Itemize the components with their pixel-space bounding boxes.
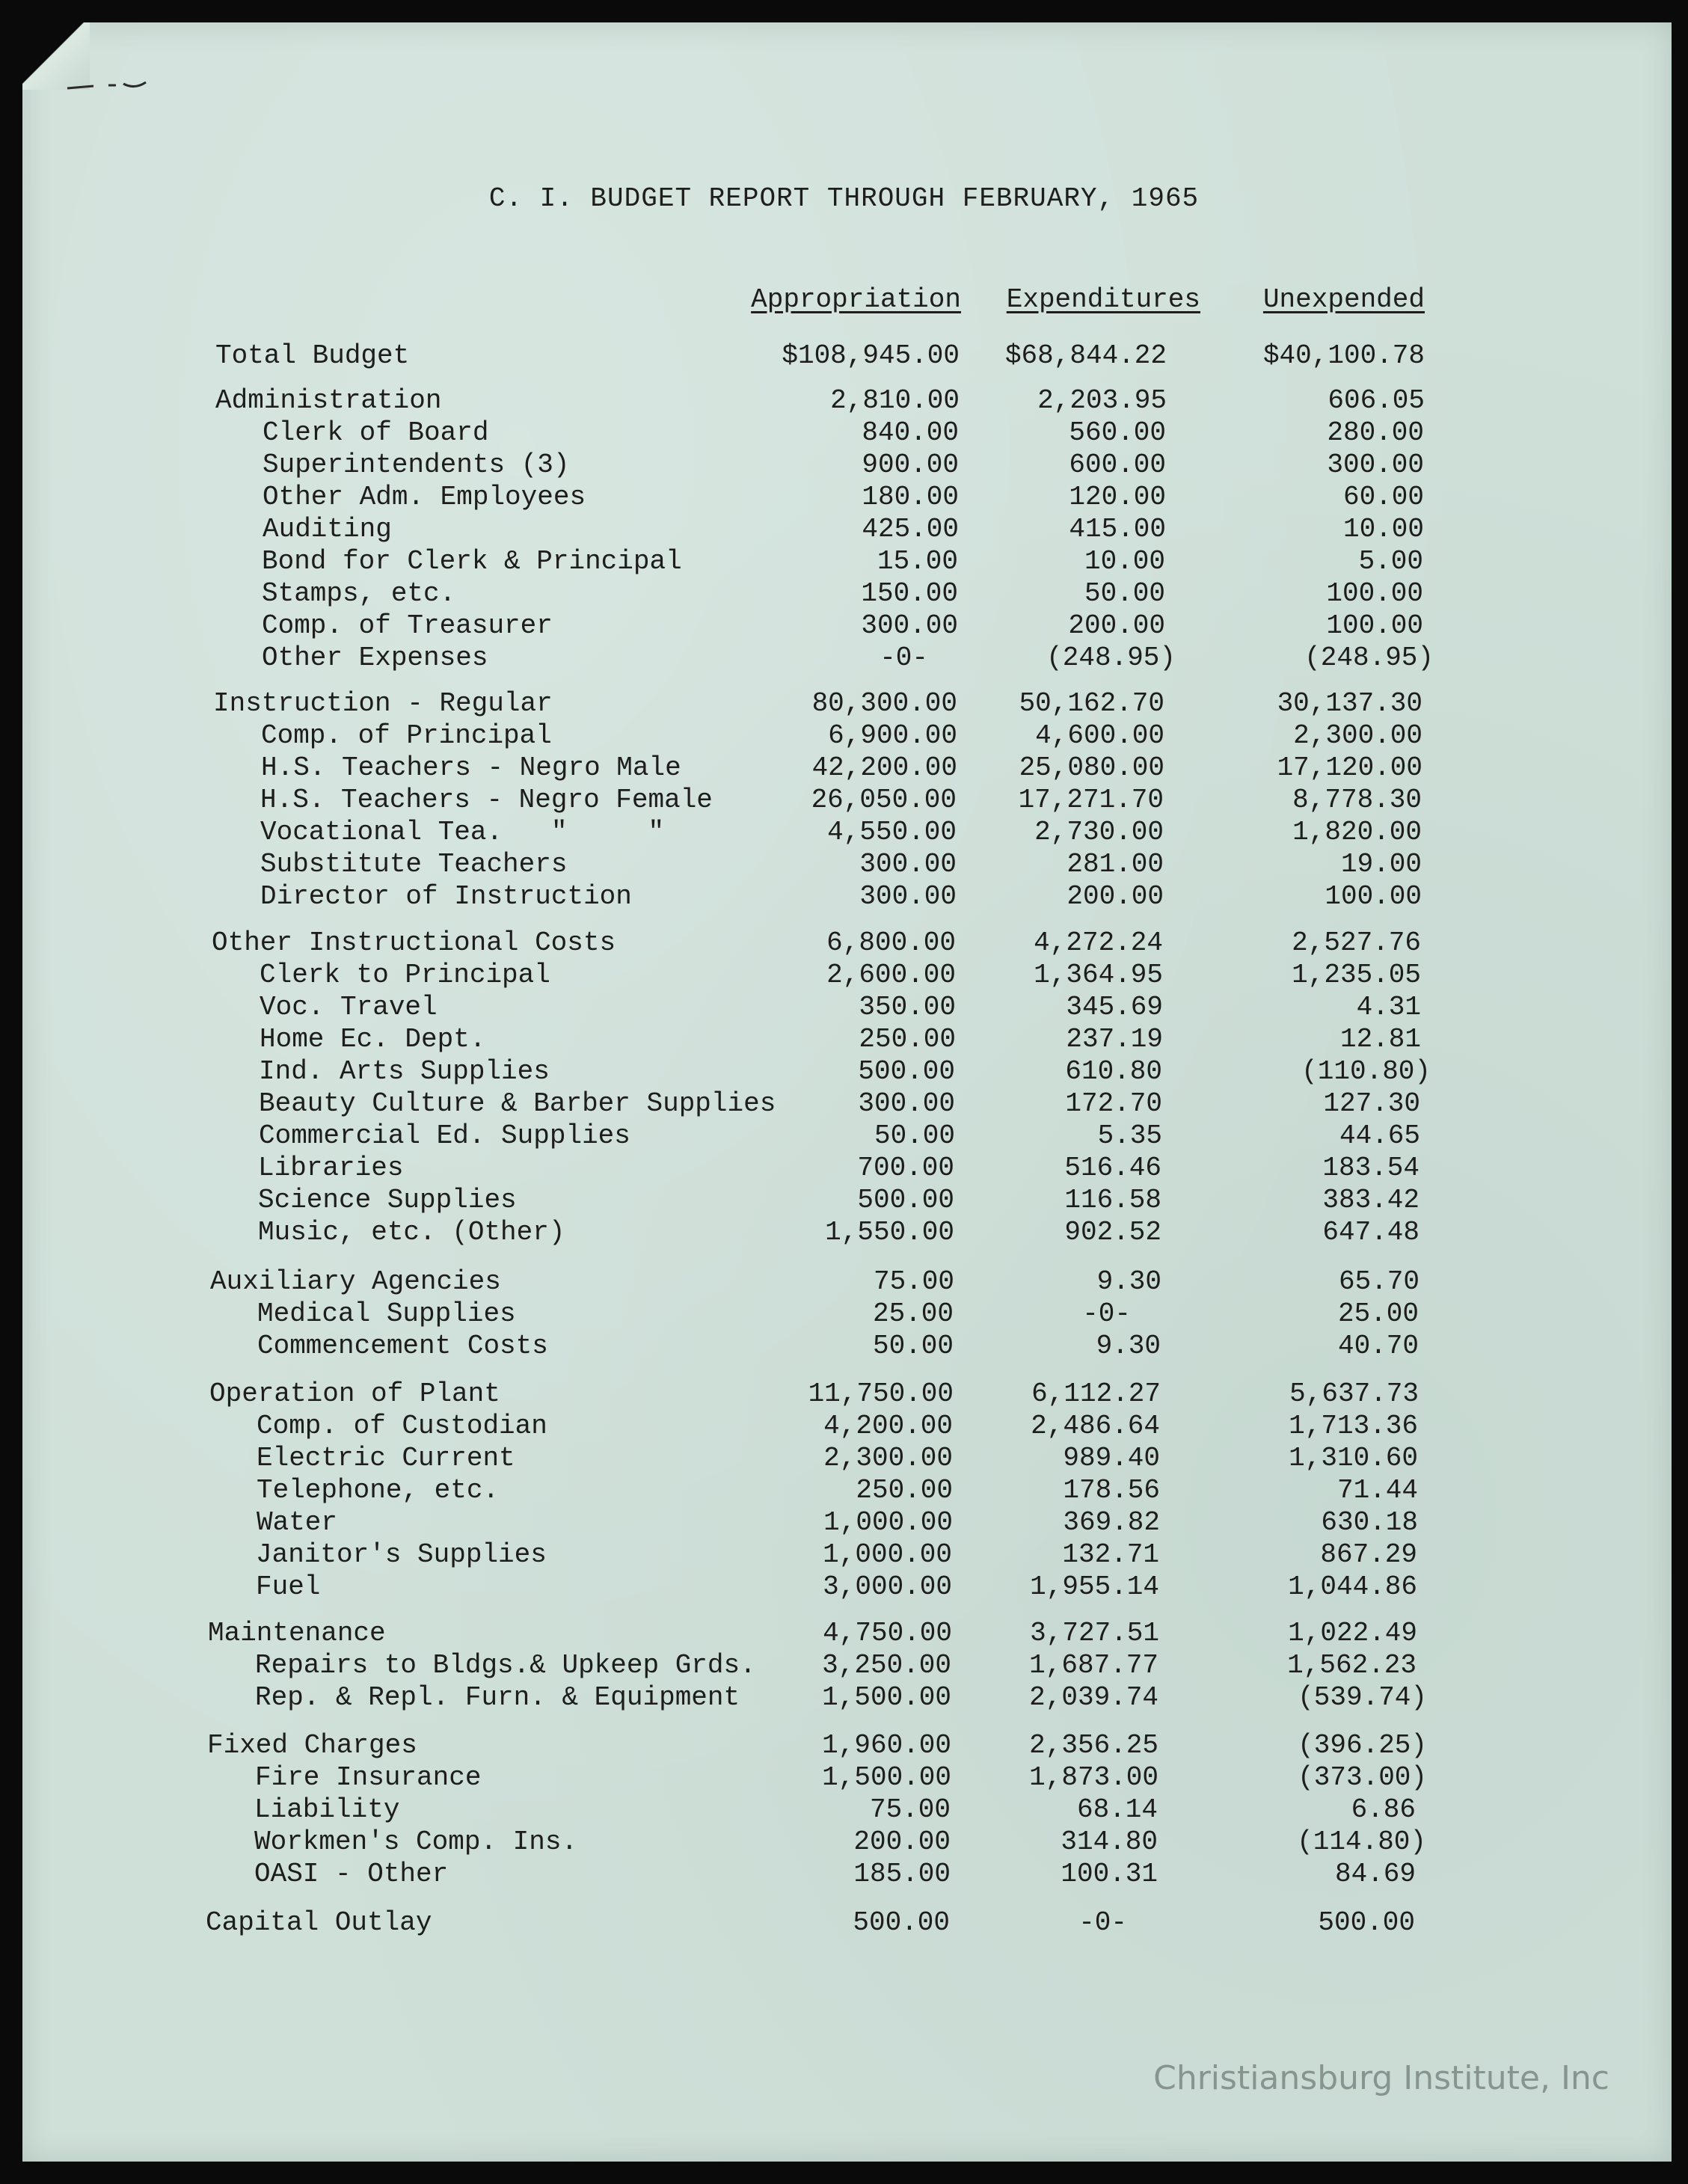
row-label: Janitor's Supplies [256, 1539, 547, 1570]
line-item-row [0, 1056, 1688, 1089]
appropriation-cell: 250.00 [856, 1475, 953, 1506]
row-label: Stamps, etc. [262, 578, 456, 609]
row-label: Substitute Teachers [260, 849, 568, 880]
row-label: Workmen's Comp. Ins. [254, 1826, 578, 1857]
appropriation-cell: 2,600.00 [826, 960, 956, 990]
unexpended-cell: 40.70 [1337, 1331, 1419, 1361]
appropriation-cell: 1,500.00 [822, 1682, 951, 1713]
row-label: Science Supplies [258, 1185, 517, 1215]
line-item-row [0, 450, 1688, 482]
expenditures-cell: (248.95) [1046, 642, 1176, 673]
appropriation-cell: 42,200.00 [811, 752, 957, 783]
row-label: OASI - Other [254, 1859, 449, 1889]
row-label: Capital Outlay [206, 1907, 432, 1938]
expenditures-cell: 200.00 [1066, 881, 1164, 912]
line-item-row [0, 546, 1688, 579]
appropriation-cell: 250.00 [859, 1024, 956, 1055]
unexpended-cell: 5,637.73 [1289, 1378, 1419, 1409]
unexpended-cell: 1,310.60 [1289, 1443, 1418, 1473]
expenditures-cell: 9.30 [1096, 1266, 1161, 1297]
expenditures-cell: 68.14 [1076, 1794, 1158, 1825]
line-item-row [0, 817, 1688, 850]
appropriation-cell: 75.00 [869, 1794, 951, 1825]
expenditures-cell: 1,687.77 [1029, 1650, 1158, 1681]
appropriation-cell: 500.00 [857, 1185, 954, 1215]
appropriation-cell: 300.00 [859, 881, 957, 912]
appropriation-cell: 80,300.00 [811, 688, 957, 719]
unexpended-cell: (373.00) [1298, 1762, 1427, 1793]
unexpended-cell: 25.00 [1337, 1298, 1419, 1329]
row-label: Director of Instruction [260, 881, 632, 912]
unexpended-cell: 280.00 [1327, 417, 1424, 448]
appropriation-cell: 1,500.00 [822, 1762, 951, 1793]
expenditures-cell: 178.56 [1063, 1475, 1160, 1506]
line-item-row [0, 1859, 1688, 1892]
unexpended-cell: 84.69 [1334, 1859, 1416, 1889]
unexpended-cell: 8,778.30 [1292, 785, 1422, 815]
expenditures-cell: 1,955.14 [1030, 1571, 1159, 1602]
appropriation-cell: 900.00 [862, 450, 959, 480]
unexpended-cell: 2,300.00 [1293, 720, 1422, 751]
appropriation-cell: 840.00 [862, 417, 959, 448]
line-item-row [0, 1443, 1688, 1476]
expenditures-cell: 600.00 [1069, 450, 1166, 480]
expenditures-cell: 989.40 [1063, 1443, 1160, 1473]
row-label: Clerk of Board [263, 417, 489, 448]
unexpended-cell: 1,562.23 [1287, 1650, 1417, 1681]
expenditures-cell: $68,844.22 [1004, 340, 1167, 371]
unexpended-cell: 183.54 [1322, 1153, 1420, 1183]
appropriation-cell: -0- [880, 642, 928, 673]
expenditures-cell: 560.00 [1069, 417, 1166, 448]
appropriation-cell: 200.00 [853, 1826, 951, 1857]
unexpended-cell: (114.80) [1297, 1826, 1426, 1857]
appropriation-cell: 50.00 [872, 1331, 954, 1361]
row-label: Commercial Ed. Supplies [259, 1120, 630, 1151]
column-header-expenditures: Expenditures [1006, 284, 1200, 315]
row-label: Ind. Arts Supplies [259, 1056, 550, 1087]
appropriation-cell: 4,550.00 [827, 817, 957, 847]
expenditures-cell: 5.35 [1097, 1120, 1162, 1151]
appropriation-cell: 26,050.00 [811, 785, 957, 815]
expenditures-cell: 25,080.00 [1019, 752, 1164, 783]
row-label: Repairs to Bldgs.& Upkeep Grds. [255, 1650, 756, 1681]
expenditures-cell: 314.80 [1061, 1826, 1158, 1857]
line-item-row [0, 881, 1688, 914]
unexpended-cell: $40,100.78 [1262, 340, 1425, 371]
unexpended-cell: 867.29 [1320, 1539, 1417, 1570]
expenditures-cell: 516.46 [1064, 1153, 1161, 1183]
row-label: Maintenance [208, 1618, 386, 1648]
unexpended-cell: 647.48 [1322, 1217, 1420, 1248]
row-label: Comp. of Treasurer [262, 610, 553, 641]
unexpended-cell: 383.42 [1322, 1185, 1420, 1215]
category-row [0, 1266, 1688, 1299]
line-item-row [0, 1826, 1688, 1859]
row-label: Beauty Culture & Barber Supplies [259, 1088, 776, 1119]
appropriation-cell: 6,800.00 [826, 927, 956, 958]
line-item-row [0, 1507, 1688, 1540]
appropriation-cell: 150.00 [861, 578, 958, 609]
expenditures-cell: 17,271.70 [1018, 785, 1164, 815]
line-item-row [0, 785, 1688, 818]
row-label: Clerk to Principal [260, 960, 550, 990]
line-item-row [0, 417, 1688, 450]
row-label: Instruction - Regular [213, 688, 553, 719]
unexpended-cell: 1,044.86 [1288, 1571, 1417, 1602]
category-row [0, 927, 1688, 960]
row-label: Other Expenses [262, 642, 488, 673]
row-label: Fixed Charges [207, 1730, 417, 1761]
row-label: Operation of Plant [209, 1378, 500, 1409]
line-item-row [0, 578, 1688, 611]
expenditures-cell: 200.00 [1068, 610, 1165, 641]
appropriation-cell: 2,810.00 [830, 385, 960, 416]
expenditures-cell: -0- [1082, 1298, 1131, 1329]
line-item-row [0, 1794, 1688, 1827]
expenditures-cell: 2,203.95 [1037, 385, 1167, 416]
column-header-appropriation: Appropriation [751, 284, 961, 315]
appropriation-cell: 500.00 [858, 1056, 955, 1087]
appropriation-cell: 1,960.00 [822, 1730, 951, 1761]
row-label: Voc. Travel [260, 992, 438, 1022]
row-label: Superintendents (3) [263, 450, 570, 480]
row-label: Administration [215, 385, 442, 416]
unexpended-cell: 12.81 [1339, 1024, 1421, 1055]
line-item-row [0, 992, 1688, 1025]
appropriation-cell: 11,750.00 [808, 1378, 954, 1409]
row-label: Total Budget [215, 340, 410, 371]
unexpended-cell: 100.00 [1326, 610, 1423, 641]
expenditures-cell: 100.31 [1061, 1859, 1158, 1889]
expenditures-cell: 2,730.00 [1034, 817, 1164, 847]
appropriation-cell: 185.00 [853, 1859, 951, 1889]
appropriation-cell: 4,200.00 [823, 1411, 953, 1441]
expenditures-cell: 369.82 [1063, 1507, 1160, 1538]
row-label: Auxiliary Agencies [210, 1266, 501, 1297]
report-title: C. I. BUDGET REPORT THROUGH FEBRUARY, 1965 [488, 183, 1200, 214]
row-label: Telephone, etc. [257, 1475, 500, 1506]
expenditures-cell: 345.69 [1066, 992, 1163, 1022]
expenditures-cell: 132.71 [1062, 1539, 1159, 1570]
row-label: Liability [254, 1794, 400, 1825]
expenditures-cell: 610.80 [1065, 1056, 1162, 1087]
line-item-row [0, 1682, 1688, 1715]
row-label: Fire Insurance [255, 1762, 482, 1793]
line-item-row [0, 1298, 1688, 1331]
column-header-unexpended: Unexpended [1262, 284, 1425, 315]
line-item-row [0, 482, 1688, 515]
unexpended-cell: 10.00 [1342, 514, 1424, 545]
expenditures-cell: 10.00 [1084, 546, 1165, 577]
line-item-row [0, 1185, 1688, 1218]
appropriation-cell: 300.00 [861, 610, 958, 641]
line-item-row [0, 1762, 1688, 1795]
unexpended-cell: 60.00 [1342, 482, 1424, 512]
expenditures-cell: 3,727.51 [1030, 1618, 1159, 1648]
unexpended-cell: 6.86 [1351, 1794, 1416, 1825]
unexpended-cell: 30,137.30 [1277, 688, 1422, 719]
unexpended-cell: 300.00 [1327, 450, 1424, 480]
unexpended-cell: 2,527.76 [1292, 927, 1421, 958]
row-label: Vocational Tea. " " [260, 817, 665, 847]
expenditures-cell: 4,272.24 [1034, 927, 1163, 958]
expenditures-cell: 1,873.00 [1029, 1762, 1158, 1793]
appropriation-cell: 1,550.00 [825, 1217, 954, 1248]
expenditures-cell: 6,112.27 [1031, 1378, 1161, 1409]
unexpended-cell: 630.18 [1321, 1507, 1418, 1538]
appropriation-cell: 3,000.00 [823, 1571, 952, 1602]
line-item-row [0, 1088, 1688, 1121]
appropriation-cell: 300.00 [858, 1088, 955, 1119]
appropriation-cell: 15.00 [877, 546, 958, 577]
row-label: Fuel [256, 1571, 321, 1602]
line-item-row [0, 610, 1688, 643]
expenditures-cell: 902.52 [1064, 1217, 1161, 1248]
category-row [0, 385, 1688, 418]
appropriation-cell: 50.00 [874, 1120, 955, 1151]
appropriation-cell: 3,250.00 [822, 1650, 951, 1681]
unexpended-cell: (110.80) [1301, 1056, 1431, 1087]
unexpended-cell: 44.65 [1339, 1120, 1420, 1151]
line-item-row [0, 642, 1688, 675]
expenditures-cell: 281.00 [1066, 849, 1164, 880]
expenditures-cell: 1,364.95 [1034, 960, 1163, 990]
unexpended-cell: 100.00 [1325, 881, 1422, 912]
row-label: Music, etc. (Other) [258, 1217, 565, 1248]
expenditures-cell: 237.19 [1066, 1024, 1163, 1055]
unexpended-cell: (248.95) [1304, 642, 1434, 673]
line-item-row [0, 1153, 1688, 1185]
unexpended-cell: 1,235.05 [1292, 960, 1421, 990]
unexpended-cell: 19.00 [1340, 849, 1422, 880]
line-item-row [0, 1024, 1688, 1057]
expenditures-cell: 50.00 [1084, 578, 1165, 609]
appropriation-cell: 500.00 [853, 1907, 950, 1938]
expenditures-cell: 50,162.70 [1019, 688, 1164, 719]
appropriation-cell: 700.00 [857, 1153, 954, 1183]
expenditures-cell: 172.70 [1065, 1088, 1162, 1119]
appropriation-cell: 2,300.00 [823, 1443, 953, 1473]
line-item-row [0, 1650, 1688, 1683]
unexpended-cell: (539.74) [1298, 1682, 1427, 1713]
watermark: Christiansburg Institute, Inc [1153, 2059, 1609, 2097]
row-label: Libraries [258, 1153, 404, 1183]
appropriation-cell: 300.00 [859, 849, 957, 880]
appropriation-cell: 75.00 [873, 1266, 954, 1297]
line-item-row [0, 1571, 1688, 1604]
row-label: Electric Current [257, 1443, 515, 1473]
appropriation-cell: 1,000.00 [823, 1507, 953, 1538]
unexpended-cell: (396.25) [1298, 1730, 1427, 1761]
unexpended-cell: 4.31 [1356, 992, 1421, 1022]
expenditures-cell: 4,600.00 [1035, 720, 1164, 751]
row-label: Commencement Costs [257, 1331, 548, 1361]
line-item-row [0, 1331, 1688, 1364]
line-item-row [0, 720, 1688, 753]
unexpended-cell: 1,022.49 [1288, 1618, 1417, 1648]
line-item-row [0, 960, 1688, 993]
category-row [0, 1378, 1688, 1411]
category-row [0, 1618, 1688, 1651]
appropriation-cell: 4,750.00 [823, 1618, 952, 1648]
line-item-row [0, 849, 1688, 882]
appropriation-cell: 180.00 [862, 482, 959, 512]
expenditures-cell: 116.58 [1064, 1185, 1161, 1215]
line-item-row [0, 514, 1688, 547]
line-item-row [0, 752, 1688, 785]
row-label: Other Instructional Costs [212, 927, 616, 958]
row-label: Home Ec. Dept. [260, 1024, 486, 1055]
expenditures-cell: 2,039.74 [1029, 1682, 1158, 1713]
category-row [0, 340, 1688, 373]
unexpended-cell: 606.05 [1328, 385, 1425, 416]
expenditures-cell: 2,486.64 [1031, 1411, 1160, 1441]
unexpended-cell: 127.30 [1323, 1088, 1420, 1119]
appropriation-cell: $108,945.00 [782, 340, 960, 371]
expenditures-cell: 9.30 [1096, 1331, 1161, 1361]
pen-mark-icon [64, 75, 161, 97]
unexpended-cell: 71.44 [1336, 1475, 1418, 1506]
line-item-row [0, 1217, 1688, 1250]
expenditures-cell: 120.00 [1069, 482, 1166, 512]
row-label: Bond for Clerk & Principal [262, 546, 682, 577]
unexpended-cell: 5.00 [1358, 546, 1423, 577]
unexpended-cell: 1,713.36 [1289, 1411, 1418, 1441]
unexpended-cell: 1,820.00 [1292, 817, 1422, 847]
expenditures-cell: 2,356.25 [1029, 1730, 1158, 1761]
row-label: Other Adm. Employees [263, 482, 586, 512]
unexpended-cell: 17,120.00 [1277, 752, 1422, 783]
line-item-row [0, 1475, 1688, 1508]
line-item-row [0, 1411, 1688, 1444]
unexpended-cell: 100.00 [1326, 578, 1423, 609]
appropriation-cell: 1,000.00 [823, 1539, 952, 1570]
appropriation-cell: 25.00 [872, 1298, 954, 1329]
expenditures-cell: -0- [1078, 1907, 1127, 1938]
row-label: Water [257, 1507, 338, 1538]
row-label: H.S. Teachers - Negro Female [260, 785, 713, 815]
category-row [0, 688, 1688, 721]
row-label: Comp. of Principal [261, 720, 552, 751]
row-label: H.S. Teachers - Negro Male [261, 752, 681, 783]
row-label: Auditing [263, 514, 392, 545]
unexpended-cell: 500.00 [1318, 1907, 1415, 1938]
category-row [0, 1730, 1688, 1763]
row-label: Rep. & Repl. Furn. & Equipment [255, 1682, 740, 1713]
appropriation-cell: 6,900.00 [828, 720, 957, 751]
row-label: Medical Supplies [257, 1298, 516, 1329]
unexpended-cell: 65.70 [1338, 1266, 1420, 1297]
appropriation-cell: 350.00 [859, 992, 956, 1022]
line-item-row [0, 1539, 1688, 1572]
appropriation-cell: 425.00 [862, 514, 959, 545]
category-row [0, 1907, 1688, 1940]
line-item-row [0, 1120, 1688, 1153]
row-label: Comp. of Custodian [257, 1411, 547, 1441]
expenditures-cell: 415.00 [1069, 514, 1166, 545]
